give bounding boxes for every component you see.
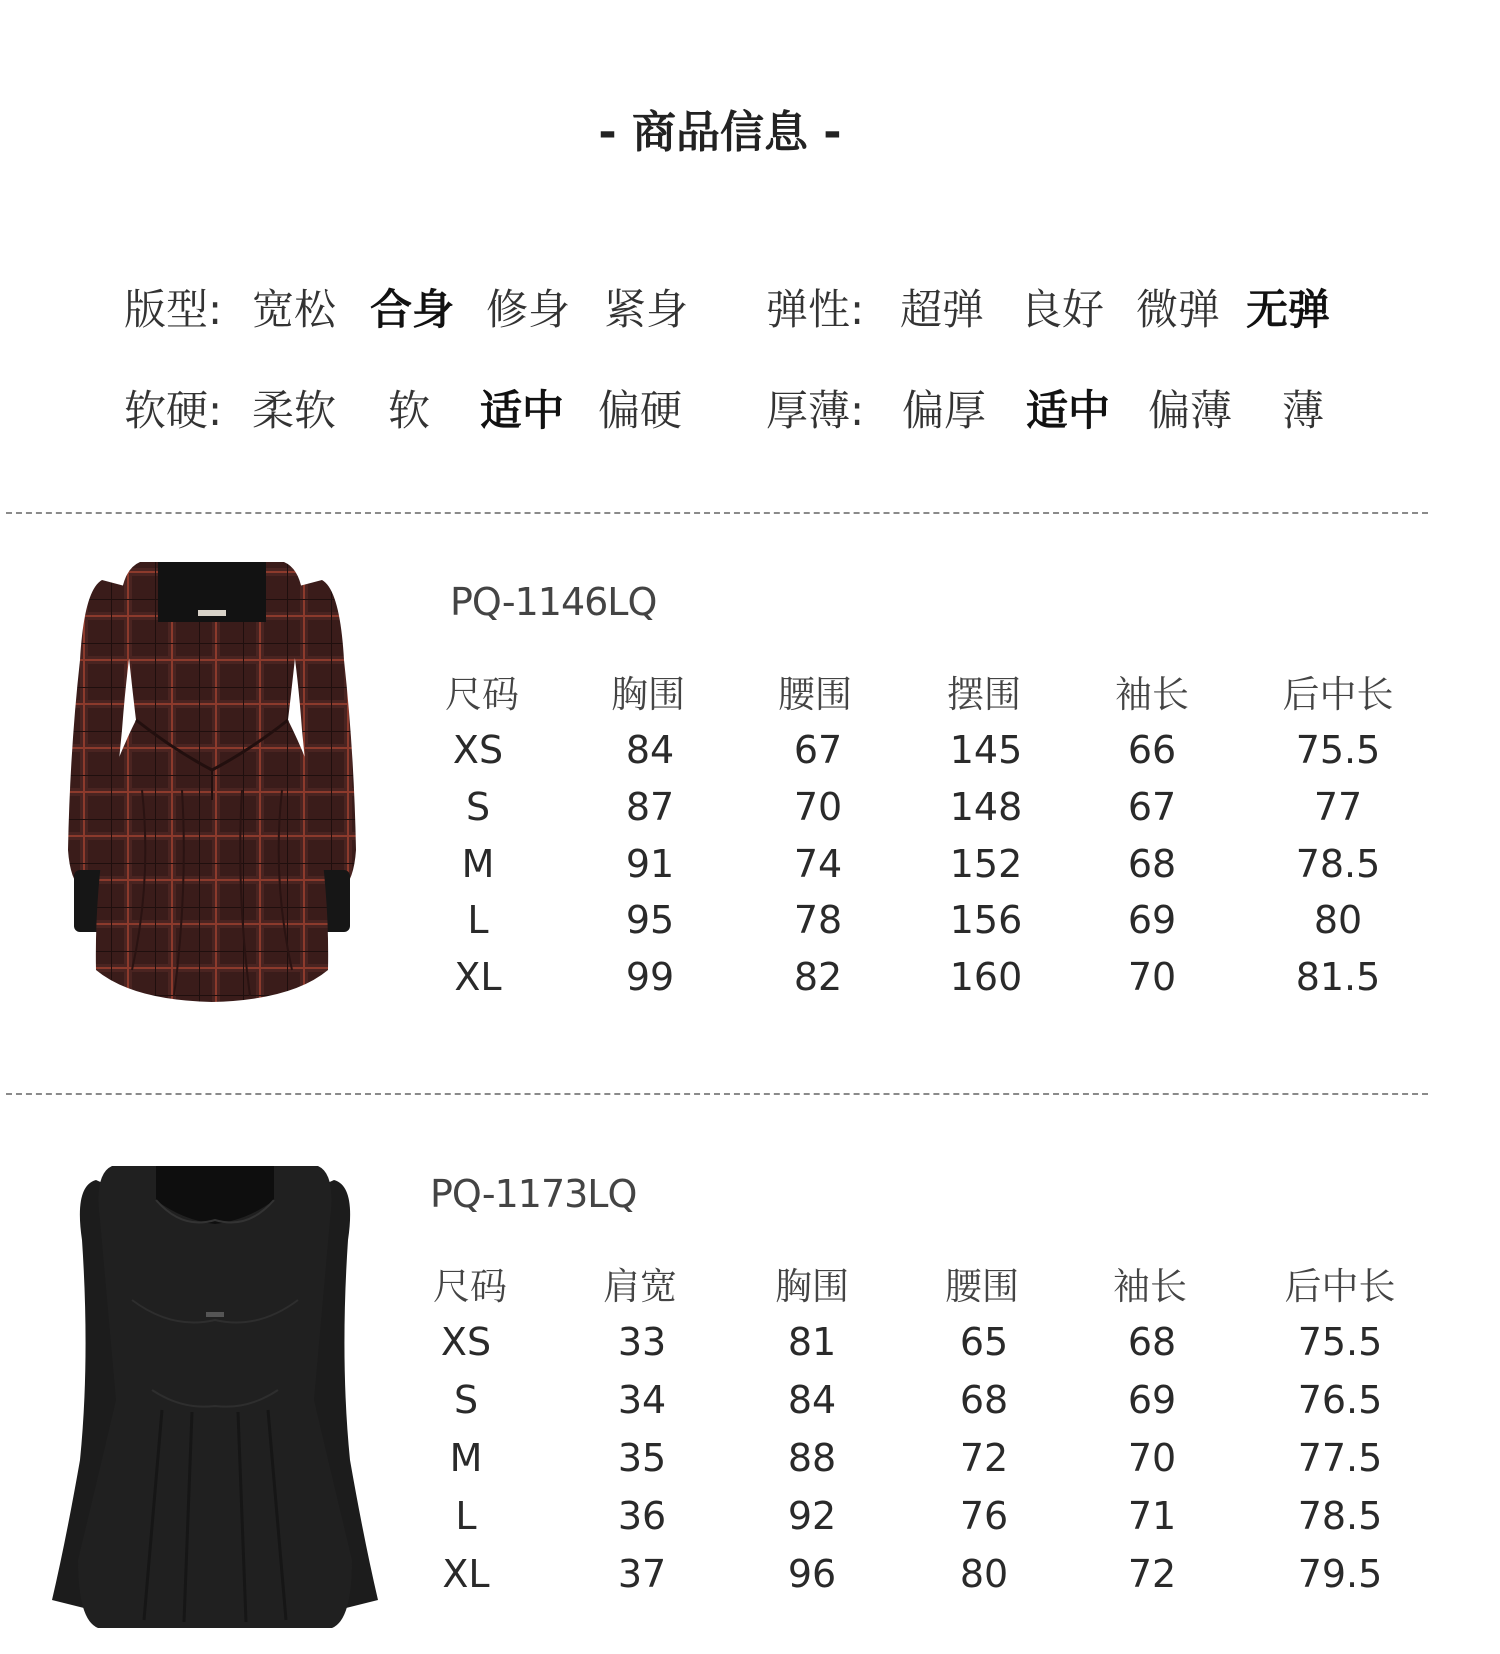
table-cell: XL: [454, 955, 502, 999]
table-header: 胸围: [611, 673, 685, 716]
softness-option-firm: 偏硬: [598, 386, 683, 435]
table-cell: 99: [625, 955, 675, 999]
thickness-option-very-thin: 薄: [1282, 386, 1325, 435]
table-cell: 91: [625, 842, 675, 886]
table-cell: 68: [1127, 1320, 1177, 1364]
table-cell: 76: [959, 1494, 1009, 1538]
thickness-label: 厚薄:: [766, 386, 865, 435]
product-2-code: PQ-1173LQ: [430, 1172, 637, 1216]
table-cell: 78.5: [1295, 842, 1381, 886]
table-cell: 70: [1127, 955, 1177, 999]
page-title: - 商品信息 -: [598, 107, 842, 158]
fit-option-regular-selected: 合身: [370, 285, 455, 334]
thickness-option-medium-selected: 适中: [1026, 386, 1111, 435]
section-divider-2: [6, 1093, 1428, 1095]
softness-option-medium-selected: 适中: [480, 386, 565, 435]
table-cell: 70: [1127, 1436, 1177, 1480]
elasticity-option-good: 良好: [1020, 285, 1105, 334]
fit-option-tight: 紧身: [604, 285, 689, 334]
product-1-image: [62, 550, 362, 1006]
table-cell: 67: [793, 728, 843, 772]
table-cell: 71: [1127, 1494, 1177, 1538]
table-cell: 77.5: [1297, 1436, 1383, 1480]
table-cell: 95: [625, 898, 675, 942]
elasticity-option-slight: 微弹: [1136, 285, 1221, 334]
table-header: 后中长: [1282, 673, 1394, 716]
table-header: 袖长: [1113, 1265, 1187, 1308]
table-header: 腰围: [778, 673, 852, 716]
table-cell: 145: [949, 728, 1023, 772]
table-header: 后中长: [1284, 1265, 1396, 1308]
section-divider-1: [6, 512, 1428, 514]
elasticity-option-super: 超弹: [900, 285, 985, 334]
table-cell: 35: [617, 1436, 667, 1480]
table-cell: 72: [959, 1436, 1009, 1480]
product-1-code: PQ-1146LQ: [450, 580, 657, 624]
table-header: 胸围: [775, 1265, 849, 1308]
table-cell: 148: [949, 785, 1023, 829]
table-cell: 79.5: [1297, 1552, 1383, 1596]
table-cell: 87: [625, 785, 675, 829]
table-cell: 67: [1127, 785, 1177, 829]
table-cell: L: [467, 898, 489, 942]
table-cell: 160: [949, 955, 1023, 999]
table-cell: S: [453, 1378, 479, 1422]
table-cell: 70: [793, 785, 843, 829]
elasticity-label: 弹性:: [766, 285, 865, 334]
table-cell: 78: [793, 898, 843, 942]
table-header: 尺码: [433, 1265, 507, 1308]
table-header: 尺码: [445, 673, 519, 716]
table-cell: 69: [1127, 1378, 1177, 1422]
table-cell: 84: [625, 728, 675, 772]
table-cell: 36: [617, 1494, 667, 1538]
table-header: 腰围: [945, 1265, 1019, 1308]
product-2-image: [52, 1160, 378, 1632]
table-cell: 78.5: [1297, 1494, 1383, 1538]
table-cell: 156: [949, 898, 1023, 942]
elasticity-option-none-selected: 无弹: [1246, 285, 1331, 334]
table-header: 肩宽: [603, 1265, 677, 1308]
table-cell: M: [461, 842, 495, 886]
table-cell: 81.5: [1295, 955, 1381, 999]
table-cell: 66: [1127, 728, 1177, 772]
table-cell: 80: [1313, 898, 1363, 942]
table-cell: XS: [440, 1320, 492, 1364]
table-cell: 88: [787, 1436, 837, 1480]
table-cell: 82: [793, 955, 843, 999]
table-cell: 92: [787, 1494, 837, 1538]
softness-option-very-soft: 柔软: [252, 386, 337, 435]
table-cell: 77: [1313, 785, 1363, 829]
plaid-dress-icon: [62, 550, 362, 1006]
table-cell: 80: [959, 1552, 1009, 1596]
thickness-option-thick: 偏厚: [902, 386, 987, 435]
table-cell: 75.5: [1297, 1320, 1383, 1364]
thickness-option-thin: 偏薄: [1148, 386, 1233, 435]
table-cell: XS: [452, 728, 504, 772]
table-cell: 72: [1127, 1552, 1177, 1596]
table-cell: 74: [793, 842, 843, 886]
table-cell: 68: [1127, 842, 1177, 886]
table-cell: 68: [959, 1378, 1009, 1422]
softness-label: 软硬:: [124, 386, 223, 435]
table-cell: 76.5: [1297, 1378, 1383, 1422]
table-cell: L: [455, 1494, 477, 1538]
table-header: 摆围: [947, 673, 1021, 716]
table-cell: 152: [949, 842, 1023, 886]
black-dress-icon: [52, 1160, 378, 1632]
table-cell: 69: [1127, 898, 1177, 942]
table-cell: 34: [617, 1378, 667, 1422]
table-cell: 75.5: [1295, 728, 1381, 772]
table-cell: 65: [959, 1320, 1009, 1364]
fit-option-slim: 修身: [486, 285, 571, 334]
table-header: 袖长: [1115, 673, 1189, 716]
table-cell: 96: [787, 1552, 837, 1596]
table-cell: 84: [787, 1378, 837, 1422]
fit-label: 版型:: [124, 285, 223, 334]
table-cell: 33: [617, 1320, 667, 1364]
table-cell: S: [465, 785, 491, 829]
table-cell: M: [449, 1436, 483, 1480]
table-cell: 37: [617, 1552, 667, 1596]
softness-option-soft: 软: [388, 386, 431, 435]
table-cell: XL: [442, 1552, 490, 1596]
table-cell: 81: [787, 1320, 837, 1364]
fit-option-loose: 宽松: [252, 285, 337, 334]
